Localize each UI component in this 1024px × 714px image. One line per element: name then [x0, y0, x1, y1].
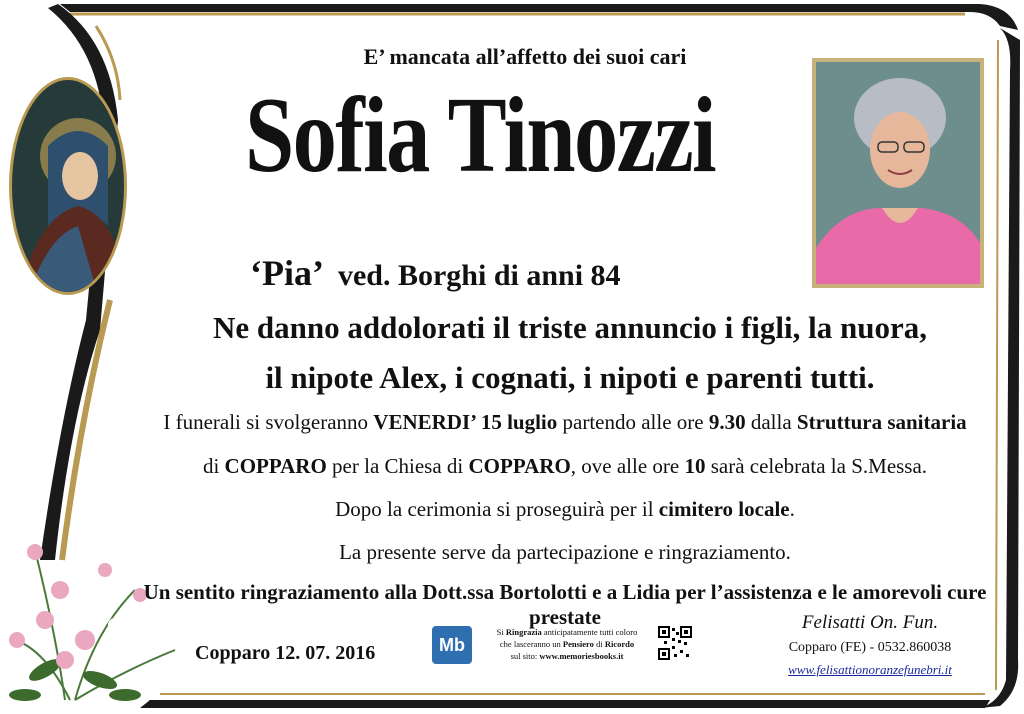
agency-name: Felisatti On. Fun. — [801, 612, 939, 633]
text: partendo alle ore — [557, 410, 709, 434]
cemetery-line — [130, 497, 1000, 522]
text: che lasceranno un — [499, 639, 563, 649]
deceased-photo — [812, 58, 984, 288]
special-thanks-line: Un sentito ringraziamento alla Dott.ssa Bortolotti e a Lidia per l’assistenza e le amorevoli cure prestate — [143, 580, 987, 629]
details-text: ved. Borghi di anni 84 — [337, 259, 621, 292]
text: sarà celebrata la S.Messa. — [705, 454, 928, 478]
place-date: Copparo 12. 07. 2016 — [195, 642, 376, 664]
departure-time: 9.30 — [708, 410, 746, 434]
text: anticipatamente tutti coloro — [541, 627, 638, 637]
text: dalla — [745, 410, 797, 434]
text: Si — [496, 627, 506, 637]
deceased-name: Sofia Tinozzi — [245, 76, 715, 195]
thanks-line: La presente serve da partecipazione e ringraziamento. — [339, 540, 791, 564]
agency-website-link[interactable]: www.felisattionoranzefunebri.it — [788, 662, 952, 677]
cemetery: cimitero locale — [658, 497, 790, 521]
town: COPPARO — [224, 454, 327, 478]
deceased-details — [250, 252, 730, 294]
text: , ove alle ore — [570, 454, 685, 478]
text: sul sito: — [510, 651, 540, 661]
funeral-day: VENERDI’ 15 luglio — [373, 410, 558, 434]
text: di — [202, 454, 225, 478]
text: Pensiero — [562, 639, 594, 649]
departure-place: Struttura sanitaria — [796, 410, 967, 434]
text: . — [789, 497, 795, 521]
qr-code-icon — [658, 626, 692, 660]
text: per la Chiesa di — [326, 454, 469, 478]
announcement-line-1: Ne danno addolorati il triste annuncio i figli, la nuora, — [213, 310, 927, 345]
memoriesbooks-logo: Mb — [432, 626, 472, 664]
church-info-line — [130, 454, 1000, 479]
funeral-info-line — [130, 410, 1000, 435]
madonna-portrait-image — [8, 76, 128, 296]
intro-text: E’ mancata all’affetto dei suoi cari — [363, 44, 687, 69]
text: di — [593, 639, 605, 649]
announcement-line-2: il nipote Alex, i cognati, i nipoti e parenti tutti. — [265, 360, 875, 395]
nickname: ‘Pia’ — [250, 253, 324, 293]
text: I funerali si svolgeranno — [163, 410, 374, 434]
church-town: COPPARO — [468, 454, 571, 478]
text: Dopo la cerimonia si proseguirà per il — [335, 497, 659, 521]
mass-time: 10 — [684, 454, 706, 478]
text: Ringrazia — [505, 627, 542, 637]
agency-phone: Copparo (FE) - 0532.860038 — [788, 640, 952, 655]
memoriesbooks-url[interactable]: www.memoriesbooks.it — [539, 651, 624, 661]
funeral-agency — [760, 612, 980, 678]
text: Ricordo — [604, 639, 635, 649]
memoriesbooks-text — [478, 626, 656, 662]
